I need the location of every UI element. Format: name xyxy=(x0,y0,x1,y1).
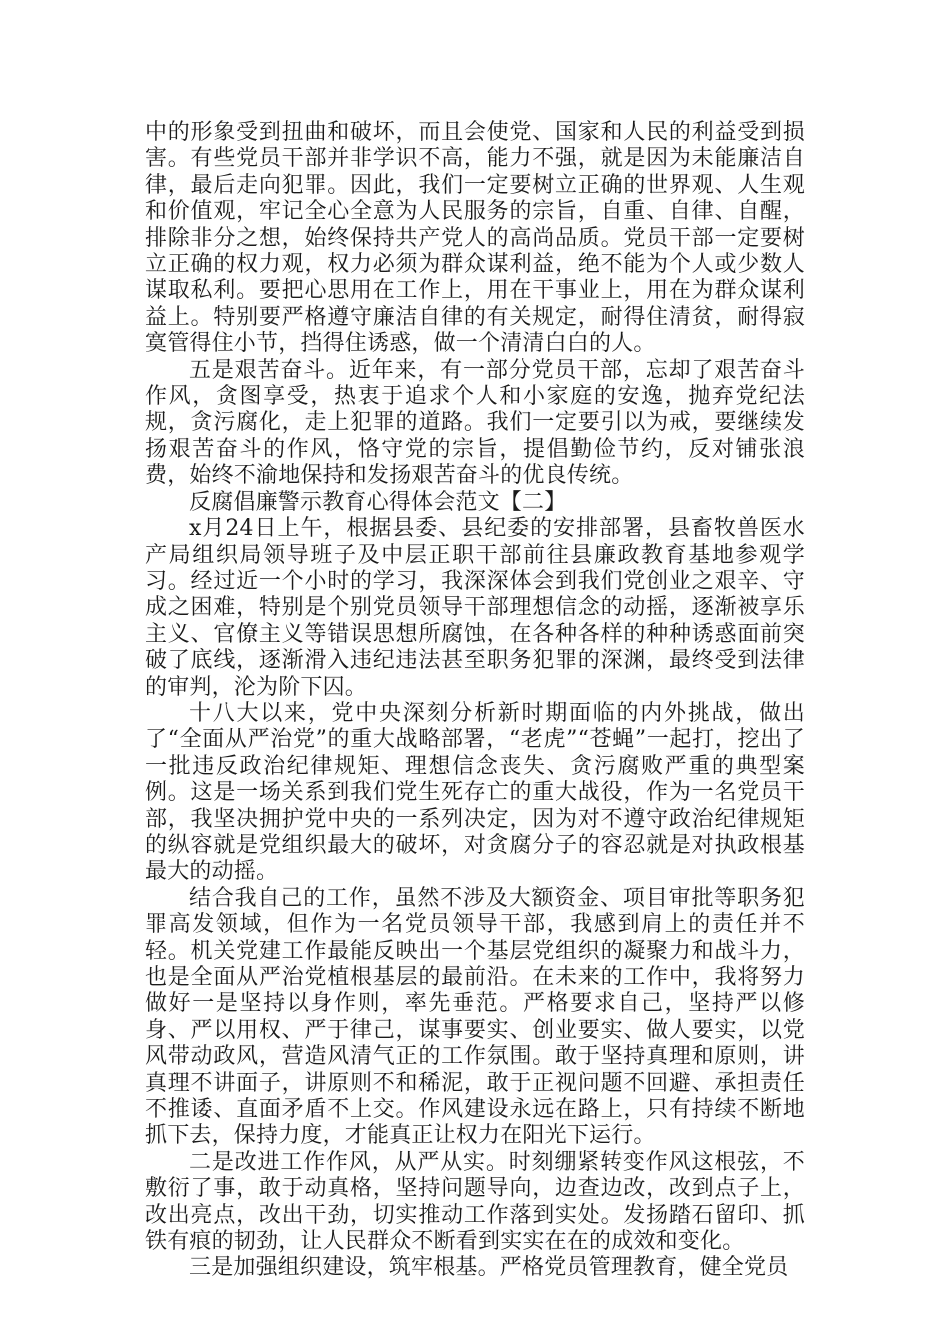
paragraph-4: 十八大以来，党中央深刻分析新时期面临的内外挑战，做出了“全面从严治党”的重大战略部署，“老虎”“苍蝇”一起打，挖出了一批违反政治纪律规矩、理想信念丧失、贪污腐败严重的典型案例。这是一场关系到我们党生死存亡的重大战役，作为一名党员干部，我坚决拥护党中央的一系列决定，因为对不遵守政治纪律规矩的纵容就是党组织最大的破坏，对贪腐分子的容忍就是对执政根基最大的动摇。 xyxy=(145,700,805,885)
section-heading: 反腐倡廉警示教育心得体会范文【二】 xyxy=(189,489,567,515)
paragraph-6: 二是改进工作作风，从严从实。时刻绷紧转变作风这根弦，不敷衍了事，敢于动真格，坚持问题导向，边查边改，改到点子上，改出亮点，改出干劲，切实推动工作落到实处。发扬踏石留印、抓铁有痕的韧劲，让人民群众不断看到实实在在的成效和变化。 xyxy=(145,1149,805,1255)
paragraph-3: x月24日上午，根据县委、县纪委的安排部署，县畜牧兽医水产局组织局领导班子及中层正职干部前往县廉政教育基地参观学习。经过近一个小时的学习，我深深体会到我们党创业之艰辛、守成之困难，特别是个别党员领导干部理想信念的动摇，逐渐被享乐主义、官僚主义等错误思想所腐蚀，在各种各样的种种诱惑面前突破了底线，逐渐滑入违纪违法甚至职务犯罪的深渊，最终受到法律的审判，沦为阶下囚。 xyxy=(145,516,805,700)
paragraph-2: 五是艰苦奋斗。近年来，有一部分党员干部，忘却了艰苦奋斗作风，贪图享受，热衷于追求个人和小家庭的安逸，抛弃党纪法规，贪污腐化，走上犯罪的道路。我们一定要引以为戒，要继续发扬艰苦奋斗的作风，恪守党的宗旨，提倡勤俭节约，反对铺张浪费，始终不渝地保持和发扬艰苦奋斗的优良传统。 xyxy=(145,357,805,489)
document-page xyxy=(145,120,805,1282)
paragraph-1: 中的形象受到扭曲和破坏，而且会使党、国家和人民的利益受到损害。有些党员干部并非学识不高，能力不强，就是因为未能廉洁自律，最后走向犯罪。因此，我们一定要树立正确的世界观、人生观和价值观，牢记全心全意为人民服务的宗旨，自重、自律、自醒，排除非分之想，始终保持共产党人的高尚品质。党员干部一定要树立正确的权力观，权力必须为群众谋利益，绝不能为个人或少数人谋取私利。要把心思用在工作上，用在干事业上，用在为群众谋利益上。特别要严格遵守廉洁自律的有关规定，耐得住清贫，耐得寂寞管得住小节，挡得住诱惑，做一个清清白白的人。 xyxy=(145,120,805,357)
paragraph-7: 三是加强组织建设，筑牢根基。严格党员管理教育，健全党员 xyxy=(189,1255,789,1281)
paragraph-5: 结合我自己的工作，虽然不涉及大额资金、项目审批等职务犯罪高发领域，但作为一名党员领导干部，我感到肩上的责任并不轻。机关党建工作最能反映出一个基层党组织的凝聚力和战斗力，也是全面从严治党植根基层的最前沿。在未来的工作中，我将努力做好一是坚持以身作则，率先垂范。严格要求自己，坚持严以修身、严以用权、严于律己，谋事要实、创业要实、做人要实，以党风带动政风，营造风清气正的工作氛围。敢于坚持真理和原则，讲真理不讲面子，讲原则不和稀泥，敢于正视问题不回避、承担责任不推诿、直面矛盾不上交。作风建设永远在路上，只有持续不断地抓下去，保持力度，才能真正让权力在阳光下运行。 xyxy=(145,885,805,1149)
